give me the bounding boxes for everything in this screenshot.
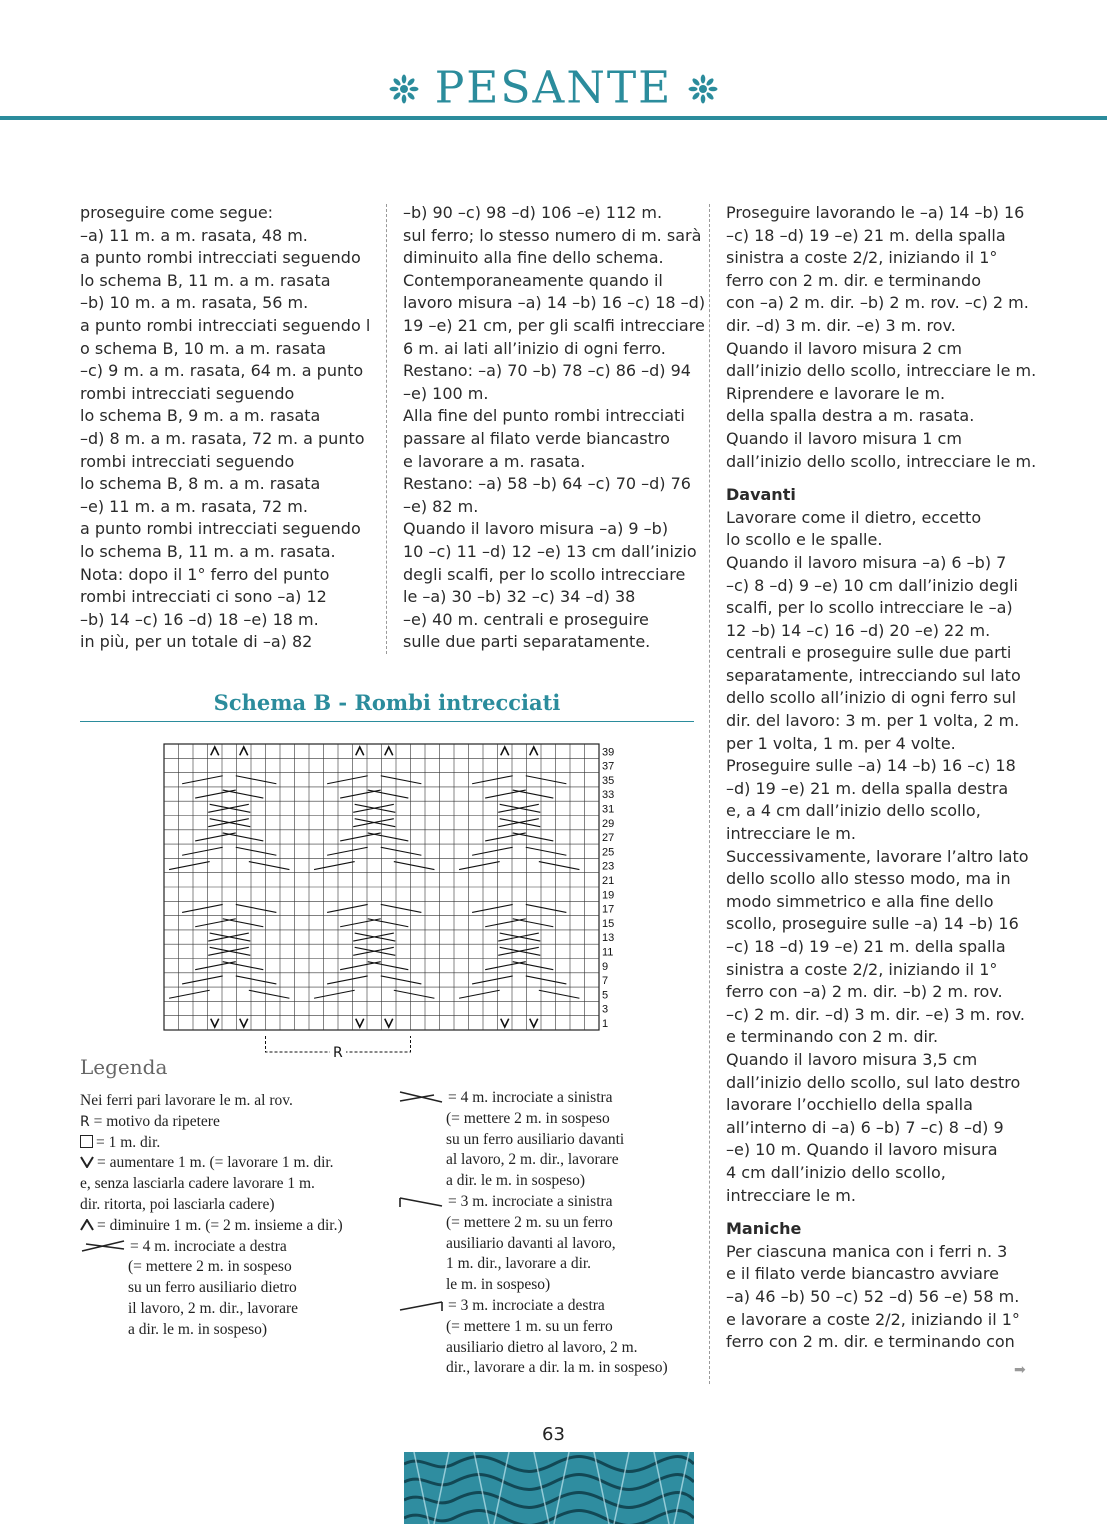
cross-right-3-icon (398, 1298, 446, 1312)
row-number: 19 (602, 889, 615, 902)
page-number: 63 (542, 1424, 565, 1445)
text-line: a punto rombi intrecciati seguendo (80, 248, 361, 268)
legend-line: a dir. le m. in sospeso) (128, 1320, 268, 1338)
legend-line: (= mettere 2 m. in sospeso (446, 1109, 610, 1127)
row-number: 7 (602, 975, 609, 988)
flower-icon (389, 74, 419, 104)
row-number: 3 (602, 1003, 609, 1016)
row-number: 35 (602, 774, 615, 787)
text-line: ferro con 2 m. dir. e terminando con (726, 1332, 1015, 1352)
text-line: –a) 11 m. a m. rasata, 48 m. (80, 225, 308, 245)
text-line: o schema B, 10 m. a m. rasata (80, 338, 327, 358)
legend-text: = 3 m. incrociate a sinistra (448, 1192, 613, 1210)
text-line: Quando il lavoro misura –a) 6 –b) 7 (726, 552, 1007, 572)
yarn-swatch-image (404, 1452, 694, 1524)
text-line: dall’inizio dello scollo, sul lato destro (726, 1072, 1021, 1092)
legend-line (80, 1153, 343, 1174)
text-line: –e) 40 m. centrali e proseguire (403, 609, 649, 629)
text-line: –e) 10 m. Quando il lavoro misura (726, 1140, 998, 1160)
text-line: Quando il lavoro misura –a) 9 –b) (403, 519, 669, 539)
text-line: –a) 46 –b) 50 –c) 52 –d) 56 –e) 58 m. (726, 1286, 1020, 1306)
legend-text: = 4 m. incrociate a destra (130, 1237, 287, 1255)
cross-left-4-icon (398, 1090, 446, 1104)
text-line: lo schema B, 9 m. a m. rasata (80, 406, 321, 426)
legend-left (80, 1091, 343, 1341)
v-increase-icon (80, 1156, 94, 1168)
text-line: Quando il lavoro misura 3,5 cm (726, 1049, 978, 1069)
text-line: Lavorare come il dietro, eccetto (726, 507, 982, 527)
text-line: dello scollo allo stesso modo, ma in (726, 869, 1011, 889)
text-line: lo schema B, 11 m. a m. rasata (80, 270, 331, 290)
legend-line (80, 1216, 343, 1237)
text-line: separatamente, intrecciando sul lato (726, 665, 1021, 685)
page-header (0, 0, 1107, 120)
text-line: lo schema B, 8 m. a m. rasata (80, 474, 321, 494)
text-line: Quando il lavoro misura 2 cm (726, 338, 962, 358)
text-line: 19 –e) 21 cm, per gli scalfi intrecciare (403, 315, 705, 335)
text-line: sulle due parti separatamente. (403, 632, 651, 652)
text-line: –e) 100 m. (403, 383, 489, 403)
row-number: 39 (602, 746, 615, 759)
caret-decrease-icon (80, 1219, 94, 1231)
row-number: 37 (602, 760, 615, 773)
text-column-1 (80, 202, 370, 654)
text-line: in più, per un totale di –a) 82 (80, 632, 313, 652)
header-title (0, 58, 1107, 117)
flower-icon (688, 74, 718, 104)
text-line: le –a) 30 –b) 32 –c) 34 –d) 38 (403, 587, 636, 607)
legend-line: e, senza lasciarla cadere lavorare 1 m. (80, 1175, 315, 1193)
text-line: rombi intrecciati seguendo (80, 451, 295, 471)
text-line: 10 –c) 11 –d) 12 –e) 13 cm dall’inizio (403, 541, 697, 561)
row-number: 23 (602, 860, 615, 873)
text-line: Nota: dopo il 1° ferro del punto (80, 564, 330, 584)
text-line: –d) 19 –e) 21 m. della spalla destra (726, 778, 1009, 798)
arrow-right-icon: ➡ (1014, 1362, 1026, 1378)
text-line: –c) 18 –d) 19 –e) 21 m. della spalla (726, 937, 1006, 956)
column-divider (709, 204, 710, 1384)
text-line: –b) 90 –c) 98 –d) 106 –e) 112 m. (403, 203, 663, 222)
legend-line (80, 1133, 343, 1154)
row-number: 9 (602, 960, 609, 973)
row-number: 17 (602, 903, 615, 916)
text-line: modo simmetrico e alla fine dello (726, 891, 994, 911)
text-line: –c) 2 m. dir. –d) 3 m. dir. –e) 3 m. rov. (726, 1004, 1025, 1024)
text-line: –d) 8 m. a m. rasata, 72 m. a punto (80, 428, 365, 448)
square-icon (80, 1135, 93, 1148)
text-line: ferro con 2 m. dir. e terminando (726, 270, 981, 290)
text-line: all’interno di –a) 6 –b) 7 –c) 8 –d) 9 (726, 1117, 1004, 1137)
row-number: 29 (602, 817, 615, 830)
text-line: con –a) 2 m. dir. –b) 2 m. rov. –c) 2 m. (726, 293, 1029, 313)
cross-right-4-icon (80, 1239, 128, 1253)
text-line: sinistra a coste 2/2, iniziando il 1° (726, 959, 998, 979)
legend-line: su un ferro ausiliario dietro (128, 1279, 297, 1297)
text-line: dir. del lavoro: 3 m. per 1 volta, 2 m. (726, 711, 1020, 731)
text-column-2 (403, 202, 706, 654)
section-heading-maniche: Maniche (726, 1219, 802, 1239)
legend-line: (= mettere 1 m. su un ferro (446, 1317, 613, 1335)
text-line: lavorare l’occhiello della spalla (726, 1095, 973, 1115)
text-line: e il filato verde biancastro avviare (726, 1264, 999, 1284)
row-number: 5 (602, 989, 609, 1002)
legend-text: = motivo da ripetere (89, 1112, 220, 1130)
row-number: 33 (602, 789, 615, 802)
text-line: passare al filato verde biancastro (403, 428, 670, 448)
legend-line: 1 m. dir., lavorare a dir. (446, 1255, 592, 1273)
text-line: dello scollo all’inizio di ogni ferro sul (726, 688, 1017, 708)
text-line: e lavorare a coste 2/2, iniziando il 1° (726, 1309, 1020, 1329)
text-line: Contemporaneamente quando il (403, 270, 663, 290)
text-line: –c) 9 m. a m. rasata, 64 m. a punto (80, 361, 364, 381)
text-line: lo schema B, 11 m. a m. rasata. (80, 541, 336, 561)
text-line: a punto rombi intrecciati seguendo (80, 519, 361, 539)
text-line: della spalla destra a m. rasata. (726, 406, 975, 426)
repeat-label: R (333, 1045, 343, 1061)
cross-left-3-icon (398, 1194, 446, 1208)
text-line: e terminando con 2 m. dir. (726, 1027, 939, 1047)
text-line: lavoro misura –a) 14 –b) 16 –c) 18 –d) (403, 293, 706, 313)
text-line: Successivamente, lavorare l’altro lato (726, 846, 1029, 866)
row-number: 13 (602, 932, 615, 945)
legend-text: = diminuire 1 m. (= 2 m. insieme a dir.) (97, 1216, 343, 1234)
row-number: 27 (602, 832, 615, 845)
text-line: 4 cm dall’inizio dello scollo, (726, 1162, 946, 1182)
legend-line: il lavoro, 2 m. dir., lavorare (128, 1299, 299, 1317)
text-line: diminuito alla fine dello schema. (403, 248, 664, 268)
legend-line (80, 1112, 343, 1133)
row-number: 31 (602, 803, 615, 816)
schema-rule (80, 721, 694, 722)
text-line: a punto rombi intrecciati seguendo l (80, 315, 371, 335)
text-line: intrecciare le m. (726, 1185, 856, 1205)
column-divider (386, 204, 387, 654)
legend-line: (= mettere 2 m. su un ferro (446, 1213, 613, 1231)
text-line: dir. –d) 3 m. dir. –e) 3 m. rov. (726, 315, 956, 335)
text-line: Per ciascuna manica con i ferri n. 3 (726, 1241, 1008, 1261)
text-line: e lavorare a m. rasata. (403, 451, 586, 471)
legend-line (398, 1192, 668, 1213)
text-line: rombi intrecciati ci sono –a) 12 (80, 587, 327, 607)
legend-line: (= mettere 2 m. in sospeso (128, 1258, 292, 1276)
row-number: 21 (602, 875, 615, 887)
legend-line: Nei ferri pari lavorare le m. al rov. (80, 1092, 293, 1109)
legend-title: Legenda (80, 1055, 168, 1079)
text-line: 6 m. ai lati all’inizio di ogni ferro. (403, 338, 666, 358)
text-line: degli scalfi, per lo scollo intrecciare (403, 564, 686, 584)
legend-text: = 3 m. incrociate a destra (448, 1296, 605, 1314)
text-line: scollo, proseguire sulle –a) 14 –b) 16 (726, 914, 1019, 934)
text-line: –e) 82 m. (403, 496, 479, 516)
text-line: sul ferro; lo stesso numero di m. sarà (403, 225, 702, 245)
text-line: dall’inizio dello scollo, intrecciare le m. (726, 451, 1037, 471)
text-line: –b) 10 m. a m. rasata, 56 m. (80, 293, 309, 313)
text-line: –e) 11 m. a m. rasata, 72 m. (80, 496, 308, 516)
legend-text: = 1 m. dir. (96, 1133, 161, 1151)
row-number: 1 (602, 1018, 609, 1030)
text-line: scalfi, per lo scollo intrecciare le –a) (726, 598, 1013, 618)
text-line: intrecciare le m. (726, 824, 856, 844)
text-line: Proseguire lavorando le –a) 14 –b) 16 (726, 203, 1025, 222)
text-line: –c) 18 –d) 19 –e) 21 m. della spalla (726, 225, 1006, 245)
text-line: Riprendere e lavorare le m. (726, 383, 946, 403)
legend-line: dir., lavorare a dir. la m. in sospeso) (446, 1359, 668, 1377)
schema-title: Schema B - Rombi intrecciati (213, 690, 561, 715)
text-line: Restano: –a) 70 –b) 78 –c) 86 –d) 94 (403, 361, 691, 381)
text-line: e, a 4 cm dall’inizio dello scollo, (726, 801, 981, 821)
text-line: proseguire come segue: (80, 203, 274, 222)
text-column-3 (726, 202, 1036, 1354)
text-line: Proseguire sulle –a) 14 –b) 16 –c) 18 (726, 756, 1016, 776)
legend-line: al lavoro, 2 m. dir., lavorare (446, 1151, 619, 1169)
text-line: Quando il lavoro misura 1 cm (726, 428, 962, 448)
legend-line: le m. in sospeso) (446, 1276, 551, 1294)
legend-line (398, 1088, 668, 1109)
text-line: per 1 volta, 1 m. per 4 volte. (726, 733, 956, 753)
text-line: ferro con –a) 2 m. dir. –b) 2 m. rov. (726, 982, 1003, 1002)
text-line: 12 –b) 14 –c) 16 –d) 20 –e) 22 m. (726, 620, 991, 640)
header-title-text: PESANTE (434, 62, 673, 114)
knitting-chart (160, 740, 630, 1070)
text-line: Restano: –a) 58 –b) 64 –c) 70 –d) 76 (403, 474, 691, 494)
legend-line (398, 1296, 668, 1317)
text-line: sinistra a coste 2/2, iniziando il 1° (726, 248, 998, 268)
row-number: 15 (602, 917, 615, 930)
row-number: 11 (602, 946, 614, 959)
text-line: dall’inizio dello scollo, intrecciare le m. (726, 361, 1037, 381)
legend-text: = aumentare 1 m. (= lavorare 1 m. dir. (97, 1154, 334, 1172)
legend-line: a dir. le m. in sospeso) (446, 1172, 586, 1190)
legend-line (80, 1237, 343, 1258)
section-heading-davanti: Davanti (726, 485, 796, 505)
repeat-letter: R (80, 1113, 90, 1130)
legend-text: = 4 m. incrociate a sinistra (448, 1089, 613, 1106)
text-line: lo scollo e le spalle. (726, 530, 883, 550)
legend-line: ausiliario dietro al lavoro, 2 m. (446, 1338, 638, 1356)
text-line: Alla fine del punto rombi intrecciati (403, 406, 685, 426)
row-number: 25 (602, 846, 615, 859)
legend-line: ausiliario davanti al lavoro, (446, 1234, 616, 1252)
text-line: rombi intrecciati seguendo (80, 383, 295, 403)
legend-right (398, 1088, 668, 1379)
legend-line: su un ferro ausiliario davanti (446, 1130, 625, 1148)
text-line: –c) 8 –d) 9 –e) 10 cm dall’inizio degli (726, 575, 1018, 595)
text-line: centrali e proseguire sulle due parti (726, 643, 1012, 663)
text-line: –b) 14 –c) 16 –d) 18 –e) 18 m. (80, 609, 319, 629)
legend-line: dir. ritorta, poi lasciarla cadere) (80, 1195, 275, 1213)
header-rule (0, 116, 1107, 120)
